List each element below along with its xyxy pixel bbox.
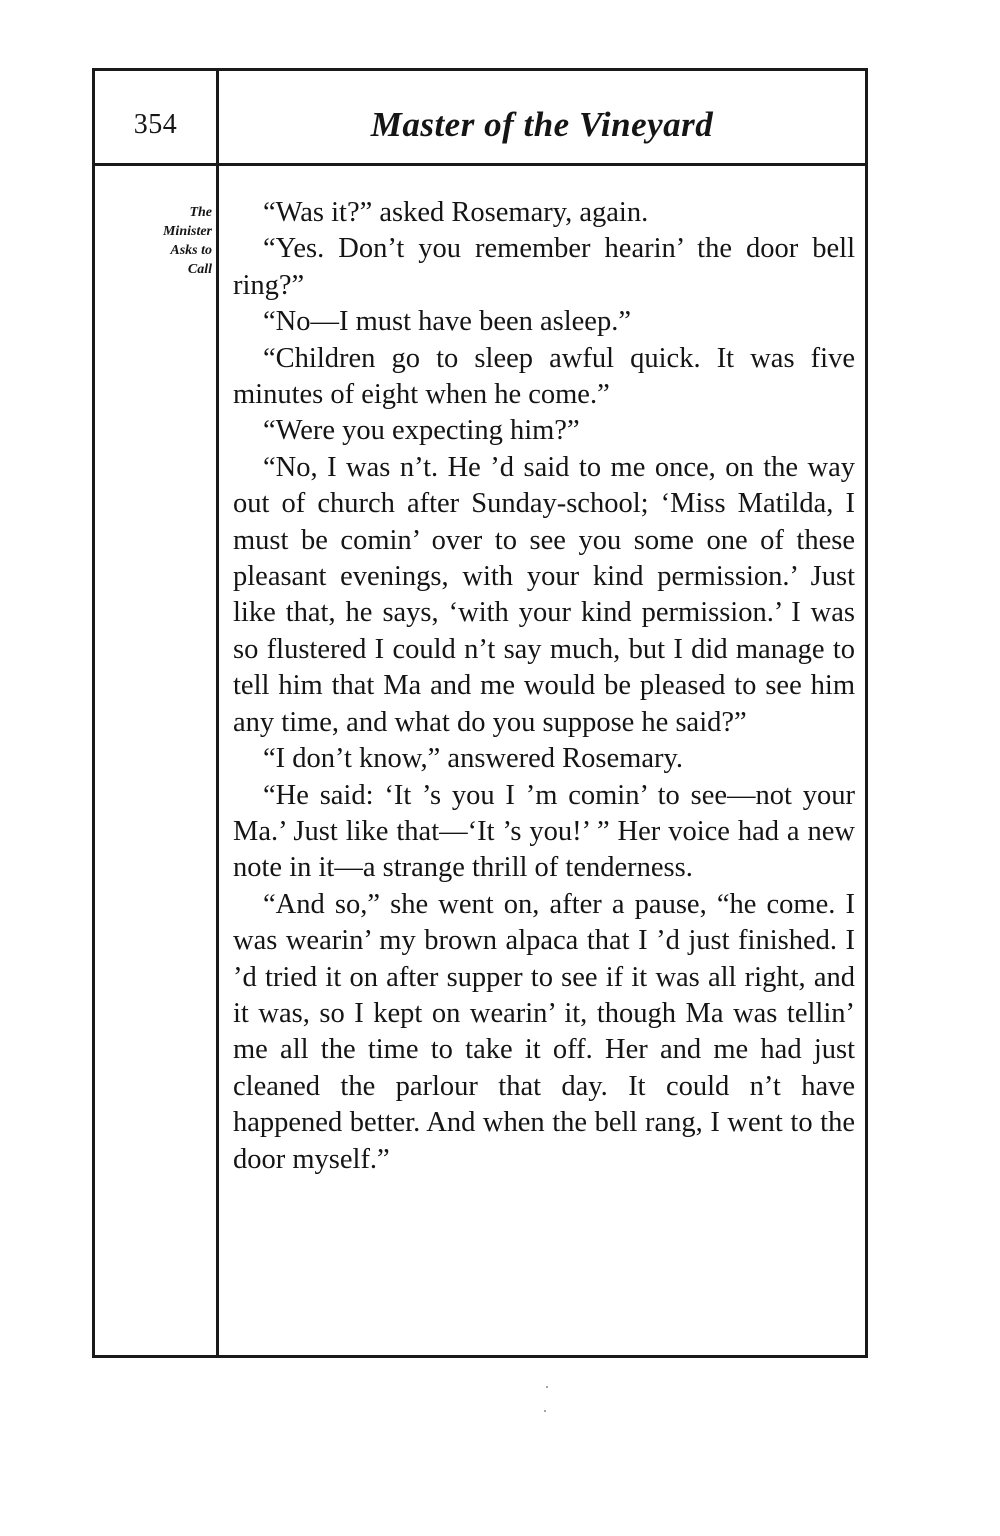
paragraph: “Were you expecting him?” <box>263 415 580 447</box>
column-divider <box>216 71 219 1355</box>
paragraph: “Children go to sleep awful quick. It was five minutes of eight when he come.” <box>233 342 855 411</box>
page-header <box>95 71 865 166</box>
margin-note-line: Asks to <box>170 243 212 258</box>
margin-note <box>95 203 212 279</box>
paragraph: “Yes. Don’t you remember hearin’ the door bell ring?” <box>233 233 855 301</box>
margin-note-line: Call <box>187 262 212 277</box>
margin-note-line: Minister <box>162 224 212 239</box>
paragraph: “I don’t know,” answered Rosemary. <box>263 743 683 775</box>
scan-speck <box>546 1386 548 1388</box>
running-title: Master of the Vineyard <box>370 105 714 144</box>
page-frame <box>92 68 868 1358</box>
paragraph: “No—I must have been asleep.” <box>263 306 631 338</box>
scan-speck <box>544 1410 546 1412</box>
paragraph: “Was it?” asked Rosemary, again. <box>263 197 649 228</box>
body-text <box>233 195 855 1178</box>
margin-note-line: The <box>189 205 212 220</box>
paragraph: “And so,” she went on, after a pause, “he come. I was wearin’ my brown alpaca that I ’d just finished. I ’d tried it on after supper to see if it was all right, and it was, so I kept on wearin’ it, though Ma was tellin’ me all the time to take it off. Her and me had just cleaned the parlour that day. It could n’t have happened better. And when the bell rang, I went to the door myself.” <box>233 888 855 1175</box>
paragraph: “He said: ‘It ’s you I ’m comin’ to see—not your Ma.’ Just like that—‘It ’s you!’ ” Her voice had a new note in it—a strange thrill of tenderness. <box>233 779 855 884</box>
page-number: 354 <box>133 109 178 140</box>
paragraph: “No, I was n’t. He ’d said to me once, on the way out of church after Sunday-school; ‘Miss Matilda, I must be comin’ over to see you some one of these pleasant evenings, with your kind permission.’ Just like that, he says, ‘with your kind permission.’ I was so flustered I could n’t say much, but I did manage to tell him that Ma and me would be pleased to see him any time, and what do you suppose he said?” <box>233 451 855 738</box>
